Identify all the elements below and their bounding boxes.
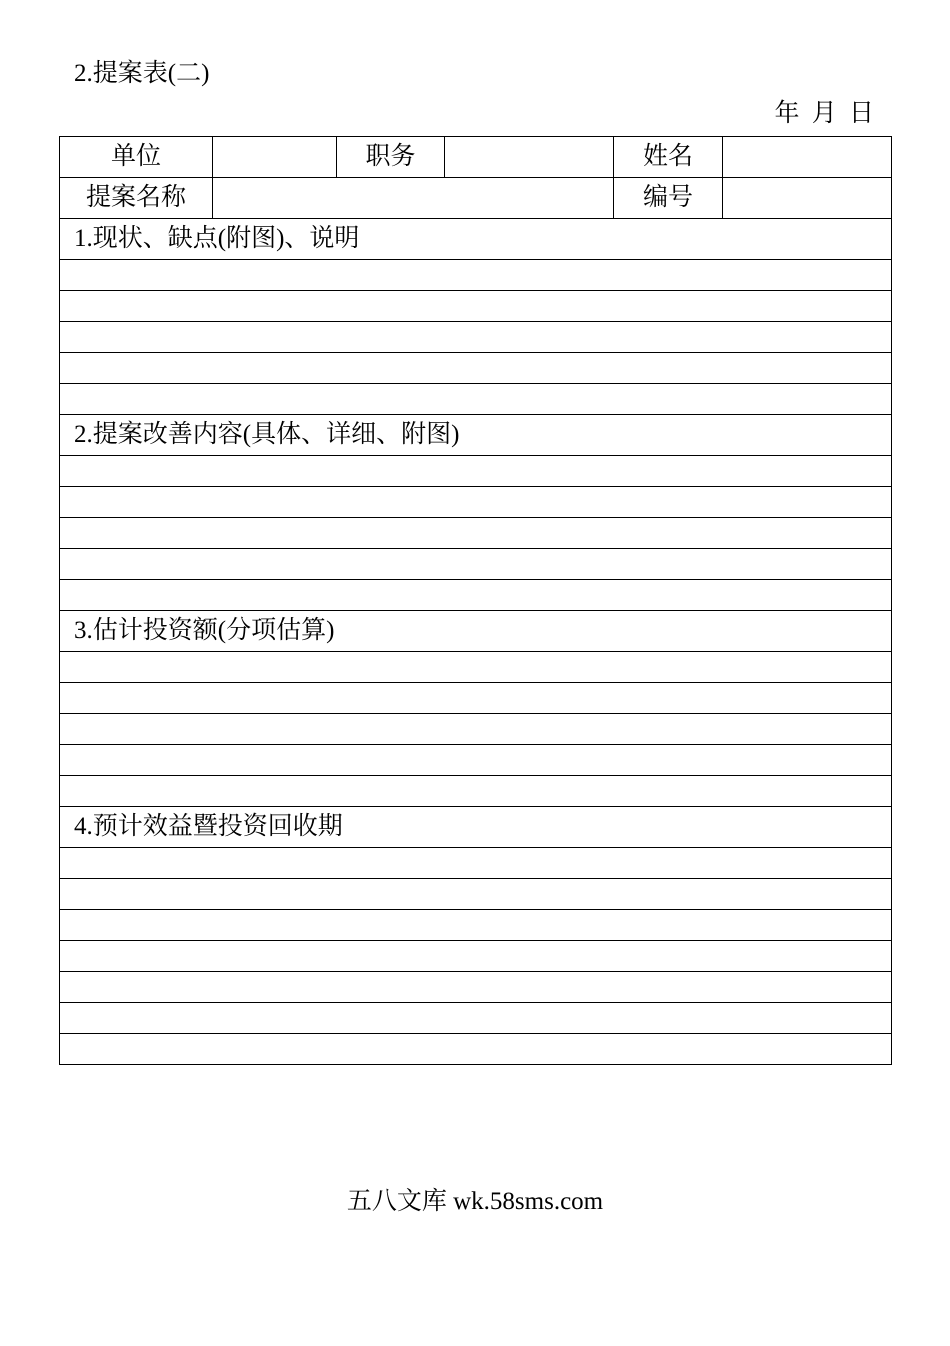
writing-line-cell[interactable] [60, 260, 892, 291]
writing-line [60, 652, 892, 683]
section-title: 4.预计效益暨投资回收期 [60, 807, 892, 848]
proposal-name-label: 提案名称 [60, 178, 213, 219]
writing-line-cell[interactable] [60, 879, 892, 910]
date-line: 年 月 日 [774, 100, 874, 127]
section-title: 2.提案改善内容(具体、详细、附图) [60, 415, 892, 456]
writing-line [60, 353, 892, 384]
section-row-current-status [60, 219, 892, 260]
writing-line [60, 941, 892, 972]
writing-line-cell[interactable] [60, 353, 892, 384]
proposal-form-table [59, 136, 892, 1065]
writing-line [60, 549, 892, 580]
writing-line-cell[interactable] [60, 518, 892, 549]
writing-line-cell[interactable] [60, 1034, 892, 1065]
writing-line [60, 745, 892, 776]
writing-line-cell[interactable] [60, 549, 892, 580]
number-label: 编号 [614, 178, 723, 219]
footer-watermark: 五八文库 wk.58sms.com [346, 1188, 604, 1215]
writing-line-cell[interactable] [60, 776, 892, 807]
name-field[interactable] [723, 137, 892, 178]
section-row-investment [60, 611, 892, 652]
writing-line-cell[interactable] [60, 714, 892, 745]
number-field[interactable] [723, 178, 892, 219]
section-row-benefit [60, 807, 892, 848]
name-label: 姓名 [614, 137, 723, 178]
writing-line-cell[interactable] [60, 456, 892, 487]
writing-line-cell[interactable] [60, 972, 892, 1003]
writing-line [60, 580, 892, 611]
writing-line-cell[interactable] [60, 384, 892, 415]
position-field[interactable] [445, 137, 614, 178]
writing-line-cell[interactable] [60, 291, 892, 322]
writing-line [60, 714, 892, 745]
unit-field[interactable] [213, 137, 337, 178]
section-title: 1.现状、缺点(附图)、说明 [60, 219, 892, 260]
writing-line [60, 910, 892, 941]
writing-line [60, 518, 892, 549]
writing-line [60, 456, 892, 487]
position-label: 职务 [337, 137, 445, 178]
writing-line-cell[interactable] [60, 683, 892, 714]
writing-line [60, 776, 892, 807]
proposal-name-field[interactable] [213, 178, 614, 219]
writing-line [60, 384, 892, 415]
header-row-2 [60, 178, 892, 219]
writing-line-cell[interactable] [60, 487, 892, 518]
writing-line-cell[interactable] [60, 1003, 892, 1034]
writing-line-cell[interactable] [60, 580, 892, 611]
section-title: 3.估计投资额(分项估算) [60, 611, 892, 652]
writing-line [60, 848, 892, 879]
writing-line-cell[interactable] [60, 941, 892, 972]
writing-line [60, 1003, 892, 1034]
writing-line-cell[interactable] [60, 322, 892, 353]
writing-line [60, 683, 892, 714]
unit-label: 单位 [60, 137, 213, 178]
writing-line-cell[interactable] [60, 652, 892, 683]
section-row-improvement [60, 415, 892, 456]
writing-line-cell[interactable] [60, 745, 892, 776]
header-row-1 [60, 137, 892, 178]
writing-line-cell[interactable] [60, 848, 892, 879]
writing-line [60, 322, 892, 353]
writing-line [60, 291, 892, 322]
writing-line [60, 972, 892, 1003]
writing-line-cell[interactable] [60, 910, 892, 941]
writing-line [60, 1034, 892, 1065]
writing-line [60, 487, 892, 518]
writing-line [60, 879, 892, 910]
writing-line [60, 260, 892, 291]
form-title: 2.提案表(二) [74, 60, 210, 87]
